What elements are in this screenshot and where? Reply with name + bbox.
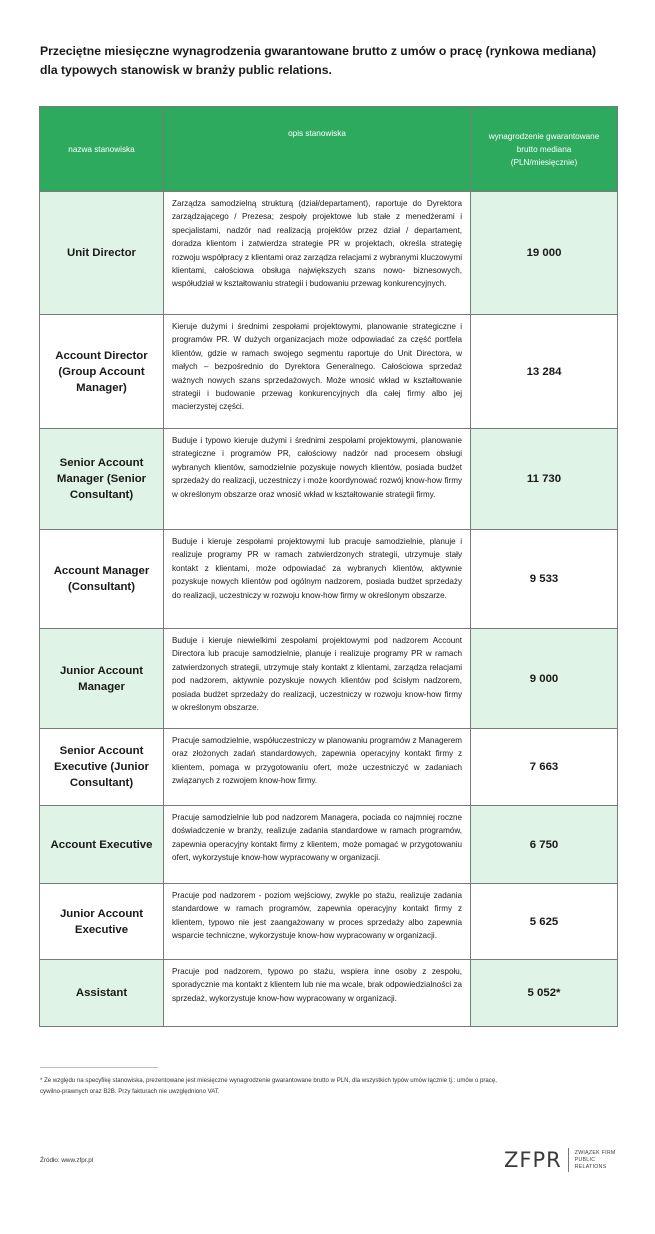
table-row [40, 192, 618, 315]
salary-value: 5 625 [471, 884, 618, 960]
salary-value: 13 284 [471, 315, 618, 429]
position-description: Zarządza samodzielną strukturą (dział/departament), raportuje do Dyrektora zarządzającego / Prezesa; zespoły projektowe lub stałe z menedżerami i specjalistami, nadzór nad realizacją projektów przez dział / departament, doradza klientom i zatwierdza strategie PR w projektach, określa strategię rozwoju współpracy z klientami oraz zarządza relacjami z wybranymi kluczowymi klientami, całościowa obsługa największych szans nowo- biznesowych, współudział w kształtowaniu strategii i budowaniu przewag konkurencyjnych. [164, 192, 471, 315]
position-name: Account Manager (Consultant) [40, 530, 164, 629]
position-description: Pracuje pod nadzorem - poziom wejściowy, zwykle po stażu, realizuje zadania standardowe w ramach programów, zapewnia operacyjny kontakt firmy z klientem, typowo nie jest zaangażowany w proces sprzedaży albo zapewnia wsparcie techniczne, wykorzystuje know-how wypracowany w organizacji. [164, 884, 471, 960]
table-row [40, 629, 618, 729]
position-name: Senior Account Manager (Senior Consultant) [40, 429, 164, 530]
table-row [40, 729, 618, 806]
table-row [40, 315, 618, 429]
logo-separator [568, 1148, 569, 1172]
position-name: Junior Account Executive [40, 884, 164, 960]
table-row [40, 530, 618, 629]
logo-mark: ZFPR [504, 1148, 562, 1172]
position-name: Account Executive [40, 806, 164, 884]
footnote-divider [40, 1067, 158, 1068]
table-row [40, 429, 618, 530]
salary-value: 11 730 [471, 429, 618, 530]
position-description: Buduje i kieruje niewielkimi zespołami projektowymi pod nadzorem Account Directora lub pracuje samodzielnie, planuje i realizuje programy PR w ramach zatwierdzonych strategii, utrzymuje stały kontakt z klientami, zarządza relacjami pod nadzorem, aktywnie pozyskuje nowych klientów pod ścisłym nadzorem, posiada budżet sprzedaży do realizacji, uczestniczy w rozwoju know-how firmy w określonym obszarze. [164, 629, 471, 729]
position-name: Account Director (Group Account Manager) [40, 315, 164, 429]
header-salary-line-3: (PLN/miesięcznie) [510, 157, 578, 167]
logo-text-line-3: RELATIONS [574, 1163, 607, 1170]
salary-table [39, 106, 618, 1027]
position-description: Pracuje samodzielnie lub pod nadzorem Managera, pociada co najmniej roczne doświadczenie w branży, realizuje zadania standardowe w ramach programów, zapewnia operacyjny kontakt firmy z klientem, może pomagać w przygotowaniu ofert, wykorzystuje know-how wypracowany w organizacji. [164, 806, 471, 884]
source-note: Źródło: www.zfpr.pl [40, 1157, 94, 1164]
position-description: Pracuje samodzielnie, współuczestniczy w planowaniu programów z Managerem oraz złożonych zadań standardowych, zapewnia operacyjny kontakt firmy z klientem, pomaga w przygotowaniu ofert, może uczestniczyć w zadaniach związanych z rozwojem know-how firmy. [164, 729, 471, 806]
logo-text [575, 1150, 616, 1171]
salary-value: 7 663 [471, 729, 618, 806]
position-name: Assistant [40, 960, 164, 1027]
table-header-row [40, 107, 618, 192]
table-row [40, 884, 618, 960]
page-title [40, 42, 620, 80]
salary-value: 5 052* [471, 960, 618, 1027]
footnote-line-2: cywilno-prawnych oraz B2B. Przy fakturach nie uwzględniono VAT. [40, 1088, 220, 1095]
salary-value: 19 000 [471, 192, 618, 315]
position-description: Kieruje dużymi i średnimi zespołami projektowymi, planowanie strategiczne i programów PR. W dużych organizacjach może odpowiadać za część portfela klientów, gdzie w ramach swojego segmentu raportuje do Unit Directora, w małych – bezpośrednio do Dyrektora Generalnego. Całościowa sprzedaż ważnych nowych szans sprzedażowych. Może wnosić wkład w kształtowanie strategii i budowanie przewag konkurencyjnych dla całej firmy albo jej macierzystej części. [164, 315, 471, 429]
position-description: Pracuje pod nadzorem, typowo po stażu, wspiera inne osoby z zespołu, sporadycznie ma kontakt z klientem lub nie ma wcale, brak odpowiedzialności za sprzedaż, wykorzystuje know-how wypracowany w organizacji. [164, 960, 471, 1027]
salary-value: 9 533 [471, 530, 618, 629]
footnote [40, 1075, 610, 1097]
zfpr-logo [504, 1147, 624, 1173]
position-name: Senior Account Executive (Junior Consultant) [40, 729, 164, 806]
header-salary [471, 107, 618, 192]
title-line-1: Przeciętne miesięczne wynagrodzenia gwarantowane brutto z umów o pracę (rynkowa mediana) [40, 44, 597, 58]
header-salary-line-1: wynagrodzenie gwarantowane [488, 131, 600, 141]
title-line-2: dla typowych stanowisk w branży public relations. [40, 63, 332, 77]
header-salary-line-2: brutto mediana [516, 144, 572, 154]
footnote-line-1: * Ze względu na specyfikę stanowiska, prezentowane jest miesięczne wynagrodzenie gwarantowane brutto w PLN, dla wszystkich typów umów łącznie tj.: umów o pracę, [40, 1077, 497, 1084]
salary-value: 9 000 [471, 629, 618, 729]
logo-text-line-2: PUBLIC [574, 1156, 596, 1163]
header-position-name: nazwa stanowiska [40, 107, 164, 192]
salary-value: 6 750 [471, 806, 618, 884]
position-name: Junior Account Manager [40, 629, 164, 729]
logo-text-line-1: ZWIĄZEK FIRM [574, 1149, 616, 1156]
table-row [40, 806, 618, 884]
position-name: Unit Director [40, 192, 164, 315]
position-description: Buduje i typowo kieruje dużymi i średnimi zespołami projektowymi, planowanie strategiczne i programów PR, całościowy nadzór nad procesem obsługi wybranych klientów, samodzielnie pozyskuje nowych klientów, posiada budżet sprzedaży do realizacji, uczestniczy i może koordynować rozwój know-how firmy w określonym obszarze oraz wnosić wkład w kształtowanie strategii firmy. [164, 429, 471, 530]
header-position-description: opis stanowiska [164, 107, 471, 192]
position-description: Buduje i kieruje zespołami projektowymi lub pracuje samodzielnie, planuje i realizuje programy PR w ramach zatwierdzonych strategii, utrzymuje stały kontakt z klientami, może odpowiadać za wybranych klientów, aktywnie pozyskuje nowych klientów pod ogólnym nadzorem, posiada budżet sprzedaży do realizacji, uczestniczy w rozwoju know-how firmy w określonym obszarze. [164, 530, 471, 629]
table-row [40, 960, 618, 1027]
